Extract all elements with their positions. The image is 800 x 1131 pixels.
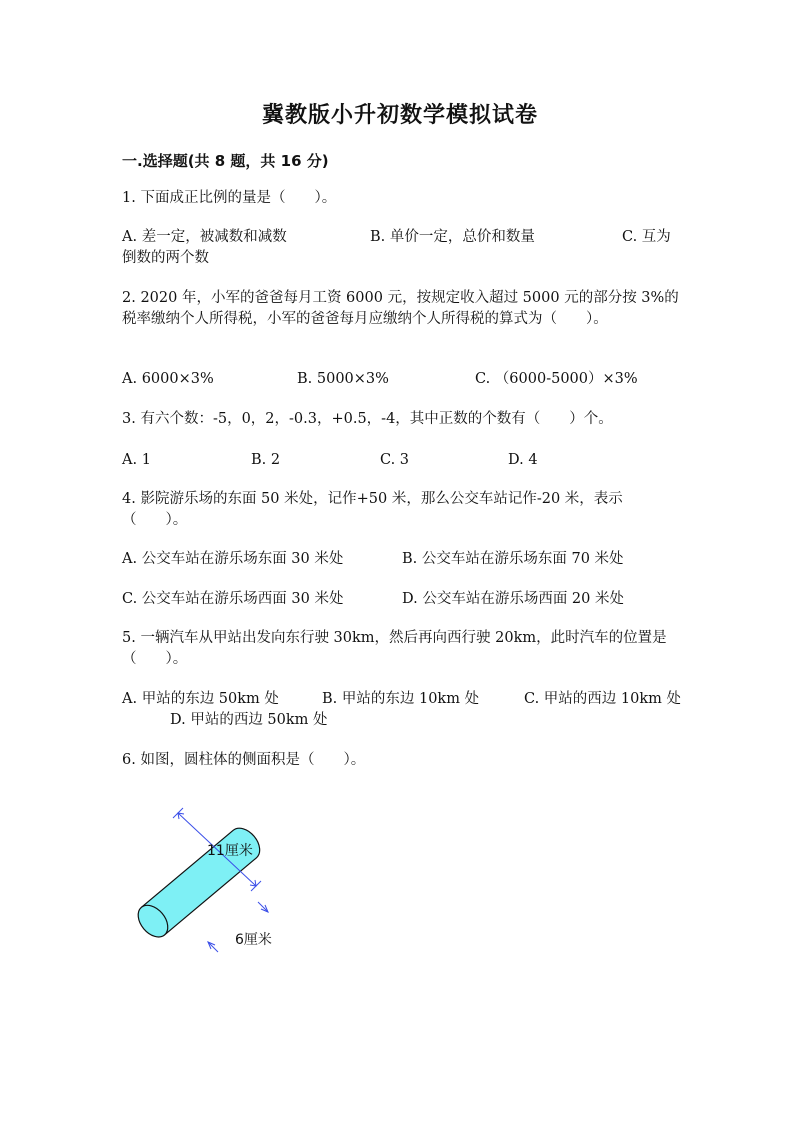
q3-option-c[interactable]: C. 3 bbox=[380, 452, 410, 468]
length-label: 11厘米 bbox=[207, 843, 253, 859]
q4-option-b[interactable]: B. 公交车站在游乐场东面 70 米处 bbox=[402, 551, 624, 567]
q1-option-b[interactable]: B. 单价一定，总价和数量 bbox=[370, 229, 535, 245]
q3-option-b[interactable]: B. 2 bbox=[251, 452, 281, 468]
q1-option-c-cont: 倒数的两个数 bbox=[122, 250, 209, 266]
diameter-label: 6厘米 bbox=[235, 932, 272, 948]
q1-option-c[interactable]: C. 互为 bbox=[622, 229, 671, 245]
q4-option-d[interactable]: D. 公交车站在游乐场西面 20 米处 bbox=[402, 591, 624, 607]
q5-option-c[interactable]: C. 甲站的西边 10km 处 bbox=[524, 691, 682, 707]
q3-option-a[interactable]: A. 1 bbox=[122, 452, 151, 468]
q2-option-c[interactable]: C. （6000-5000）×3% bbox=[475, 371, 638, 387]
cylinder-body bbox=[132, 823, 265, 943]
q1-option-a[interactable]: A. 差一定，被减数和减数 bbox=[122, 229, 287, 245]
q3-option-d[interactable]: D. 4 bbox=[508, 452, 538, 468]
question-3-stem: 3. 有六个数：-5，0，2，-0.3，+0.5，-4，其中正数的个数有（ ）个。 bbox=[122, 411, 613, 427]
q4-option-a[interactable]: A. 公交车站在游乐场东面 30 米处 bbox=[122, 551, 344, 567]
q4-option-c[interactable]: C. 公交车站在游乐场西面 30 米处 bbox=[122, 591, 344, 607]
q5-option-d[interactable]: D. 甲站的西边 50km 处 bbox=[170, 712, 328, 728]
q5-option-a[interactable]: A. 甲站的东边 50km 处 bbox=[122, 691, 279, 707]
page-title: 冀教版小升初数学模拟试卷 bbox=[261, 103, 538, 128]
q2-option-b[interactable]: B. 5000×3% bbox=[297, 371, 389, 387]
question-6-stem: 6. 如图，圆柱体的侧面积是（ ）。 bbox=[122, 752, 366, 768]
question-2-stem: 2. 2020 年，小军的爸爸每月工资 6000 元，按规定收入超过 5000 元的部分按 3%的税率缴纳个人所得税，小军的爸爸每月应缴纳个人所得税的算式为（ ）。 bbox=[122, 290, 679, 327]
question-1-stem: 1. 下面成正比例的量是（ ）。 bbox=[122, 190, 337, 206]
cylinder-figure bbox=[115, 805, 315, 965]
q2-option-a[interactable]: A. 6000×3% bbox=[122, 371, 214, 387]
section-heading: 一.选择题(共 8 题，共 16 分) bbox=[122, 152, 329, 170]
question-5-stem: 5. 一辆汽车从甲站出发向东行驶 30km，然后再向西行驶 20km，此时汽车的位置是（ ）。 bbox=[122, 630, 667, 667]
question-4-stem: 4. 影院游乐场的东面 50 米处，记作+50 米，那么公交车站记作-20 米，表示（ ）。 bbox=[122, 491, 623, 528]
q5-option-b[interactable]: B. 甲站的东边 10km 处 bbox=[322, 691, 480, 707]
